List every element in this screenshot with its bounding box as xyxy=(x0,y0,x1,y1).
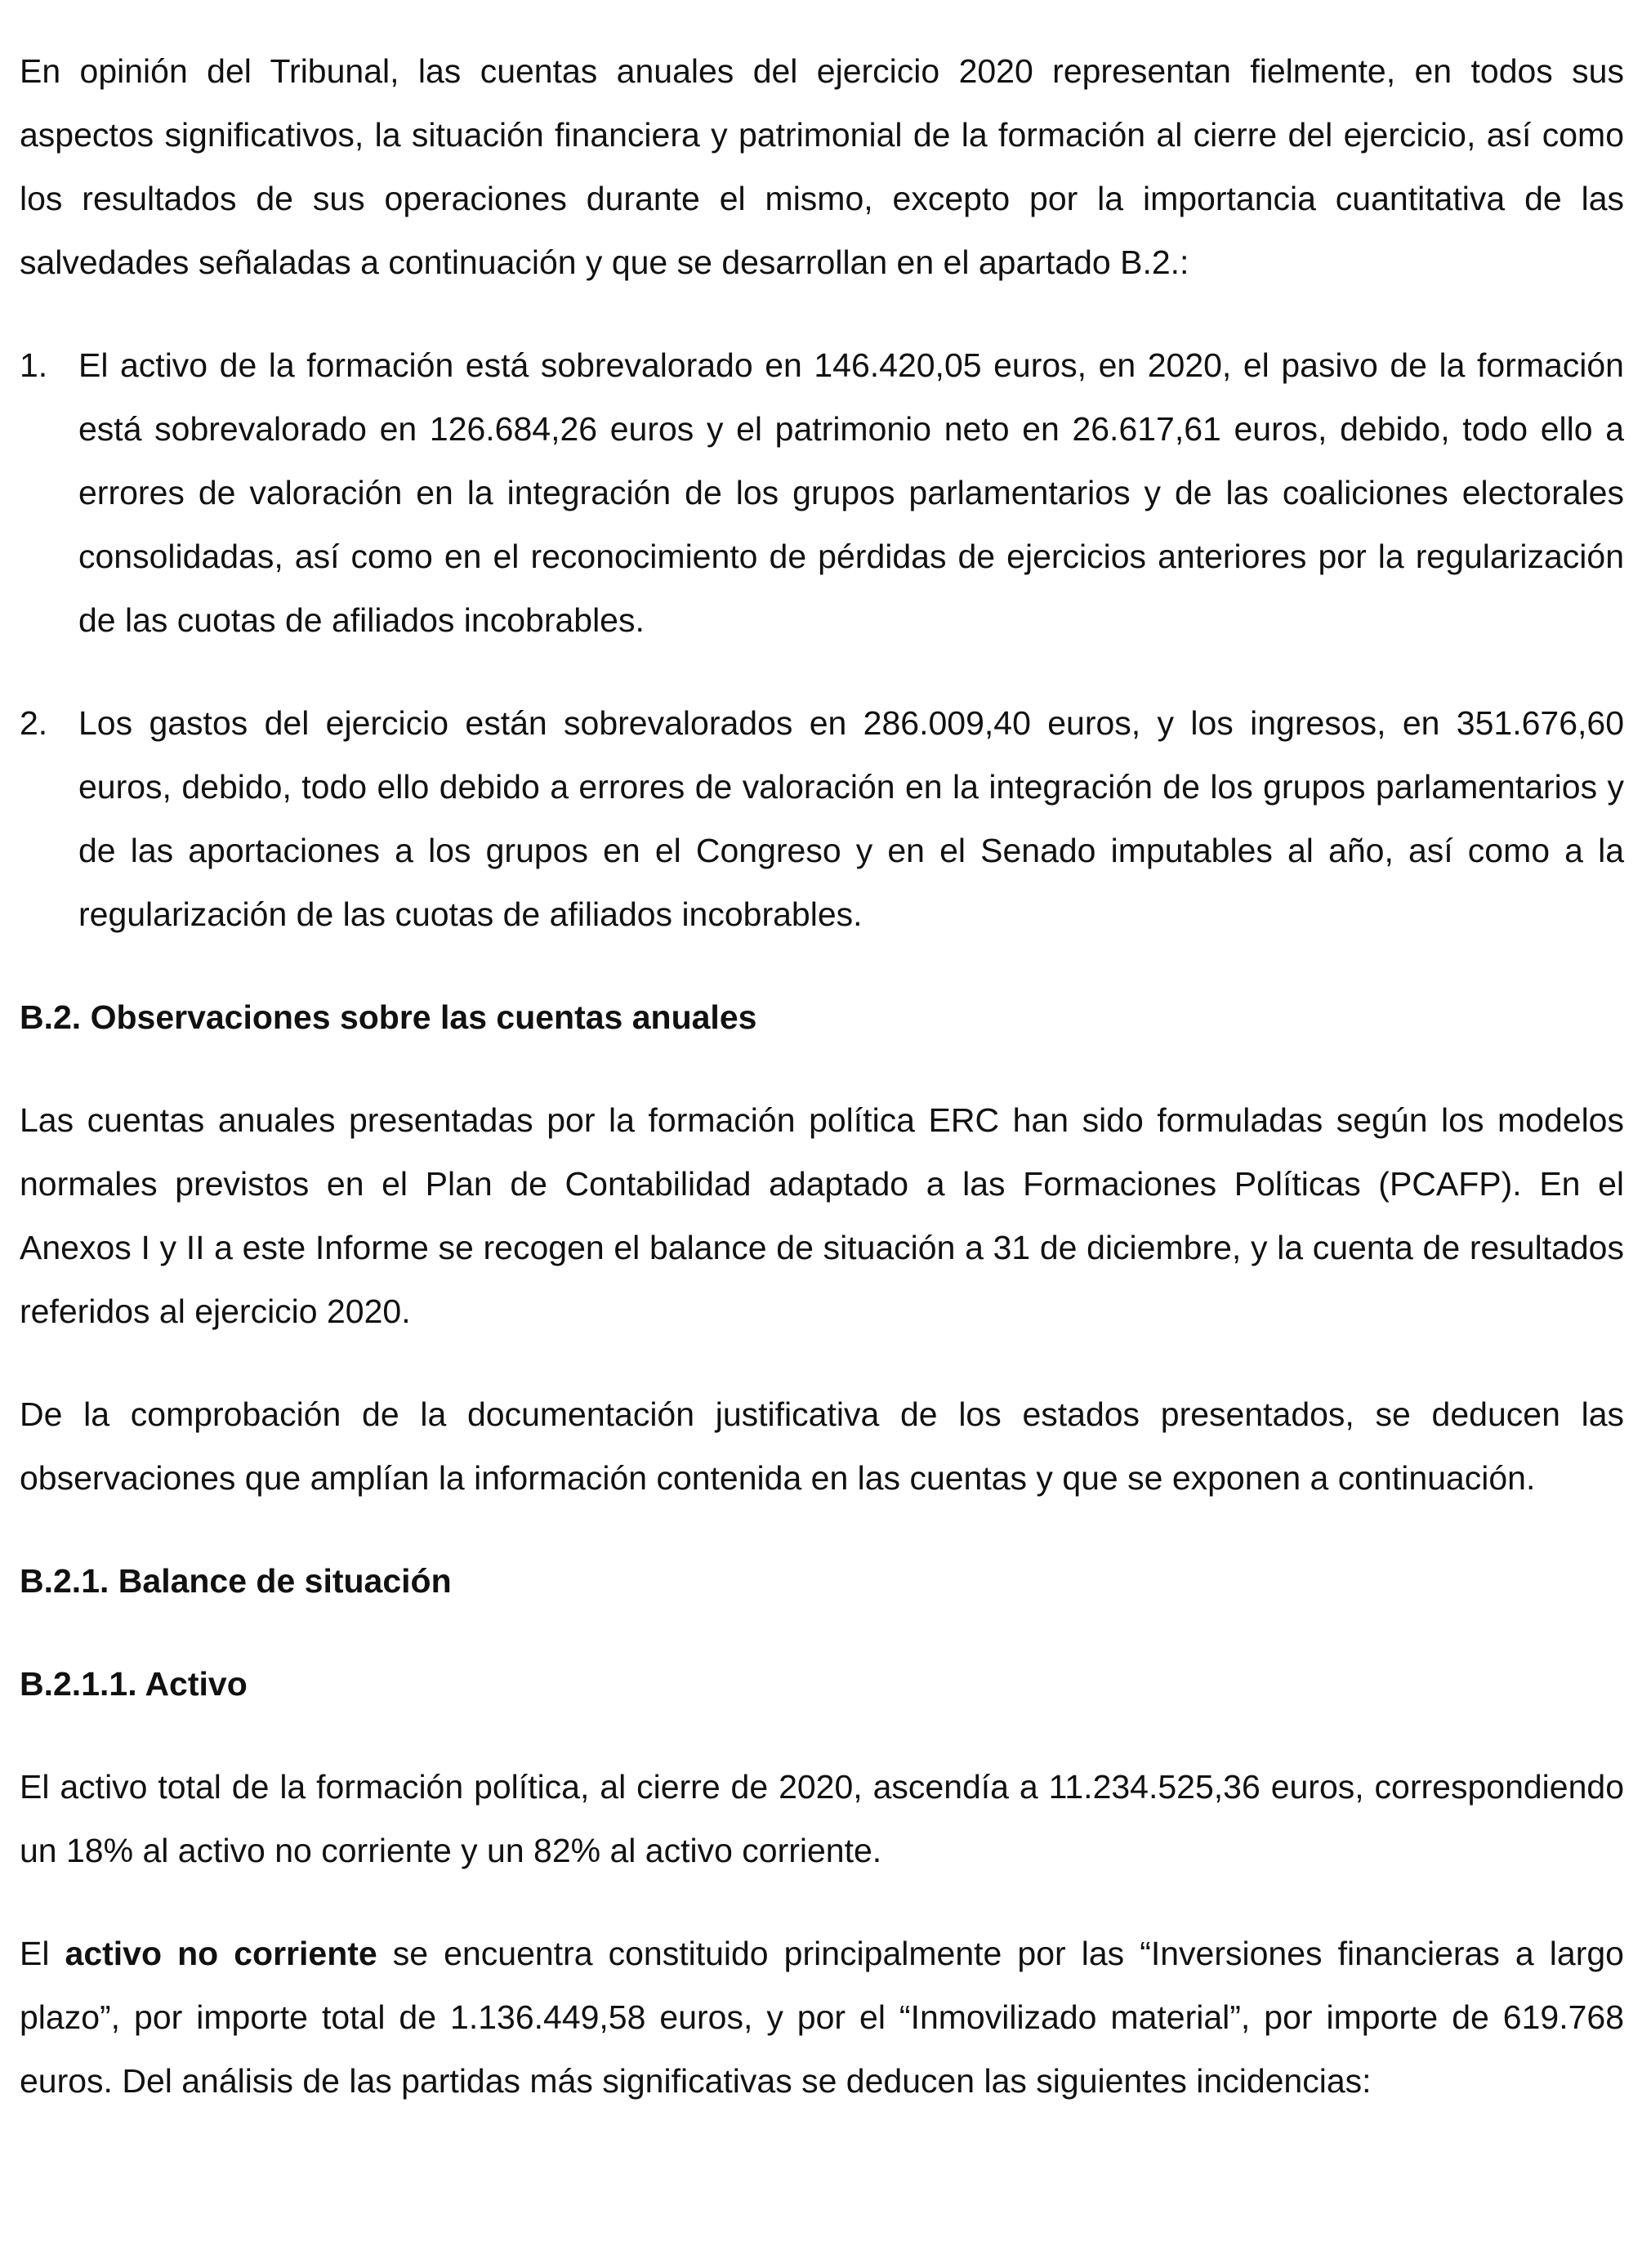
list-item-number: 2. xyxy=(20,704,48,742)
activo-no-corriente-paragraph xyxy=(20,1922,1624,2113)
b2-paragraph-1: Las cuentas anuales presentadas por la formación política ERC han sido formuladas según los modelos normales previstos en el Plan de Contabilidad adaptado a las Formaciones Políticas (PCAFP). En el Anexos I y II a este Informe se recogen el balance de situación a 31 de diciembre, y la cuenta de resultados referidos al ejercicio 2020. xyxy=(20,1101,1624,1330)
section-heading-b2: B.2. Observaciones sobre las cuentas anuales xyxy=(20,998,757,1036)
list-item-text: El activo de la formación está sobrevalorado en 146.420,05 euros, en 2020, el pasivo de la formación está sobrevalorado en 126.684,26 euros y el patrimonio neto en 26.617,61 euros, debido, todo ello a errores de valoración en la integración de los grupos parlamentarios y de las coaliciones electorales consolidadas, así como en el reconocimiento de pérdidas de ejercicios anteriores por la regularización de las cuotas de afiliados incobrables. xyxy=(78,346,1624,639)
paragraph-prefix: El xyxy=(20,1935,65,1972)
list-item-text: Los gastos del ejercicio están sobrevalorados en 286.009,40 euros, y los ingresos, en 351.676,60 euros, debido, todo ello debido a errores de valoración en la integración de los grupos parlamentarios y de las aportaciones a los grupos en el Congreso y en el Senado imputables al año, así como a la regularización de las cuotas de afiliados incobrables. xyxy=(78,704,1624,933)
bold-term: activo no corriente xyxy=(65,1935,377,1972)
paragraph-suffix: se encuentra constituido principalmente por las “Inversiones financieras a largo plazo”, por importe total de 1.136.449,58 euros, y por el “Inmovilizado material”, por importe de 619.768 euros. Del análisis de las partidas más significativas se deducen las siguientes incidencias: xyxy=(20,1935,1624,2100)
list-item-number: 1. xyxy=(20,346,48,384)
list-item xyxy=(20,691,1624,946)
activo-total-paragraph: El activo total de la formación política, al cierre de 2020, ascendía a 11.234.525,36 euros, correspondiendo un 18% al activo no corriente y un 82% al activo corriente. xyxy=(20,1768,1624,1869)
list-item xyxy=(20,333,1624,652)
b2-paragraph-2: De la comprobación de la documentación justificativa de los estados presentados, se deducen las observaciones que amplían la información contenida en las cuentas y que se exponen a continuación. xyxy=(20,1395,1624,1497)
document-page xyxy=(20,39,1624,2113)
section-heading-b21: B.2.1. Balance de situación xyxy=(20,1562,452,1600)
salvedades-list xyxy=(20,333,1624,946)
section-heading-b211: B.2.1.1. Activo xyxy=(20,1665,248,1703)
intro-paragraph: En opinión del Tribunal, las cuentas anuales del ejercicio 2020 representan fielmente, en todos sus aspectos significativos, la situación financiera y patrimonial de la formación al cierre del ejercicio, así como los resultados de sus operaciones durante el mismo, excepto por la importancia cuantitativa de las salvedades señaladas a continuación y que se desarrollan en el apartado B.2.: xyxy=(20,52,1624,281)
